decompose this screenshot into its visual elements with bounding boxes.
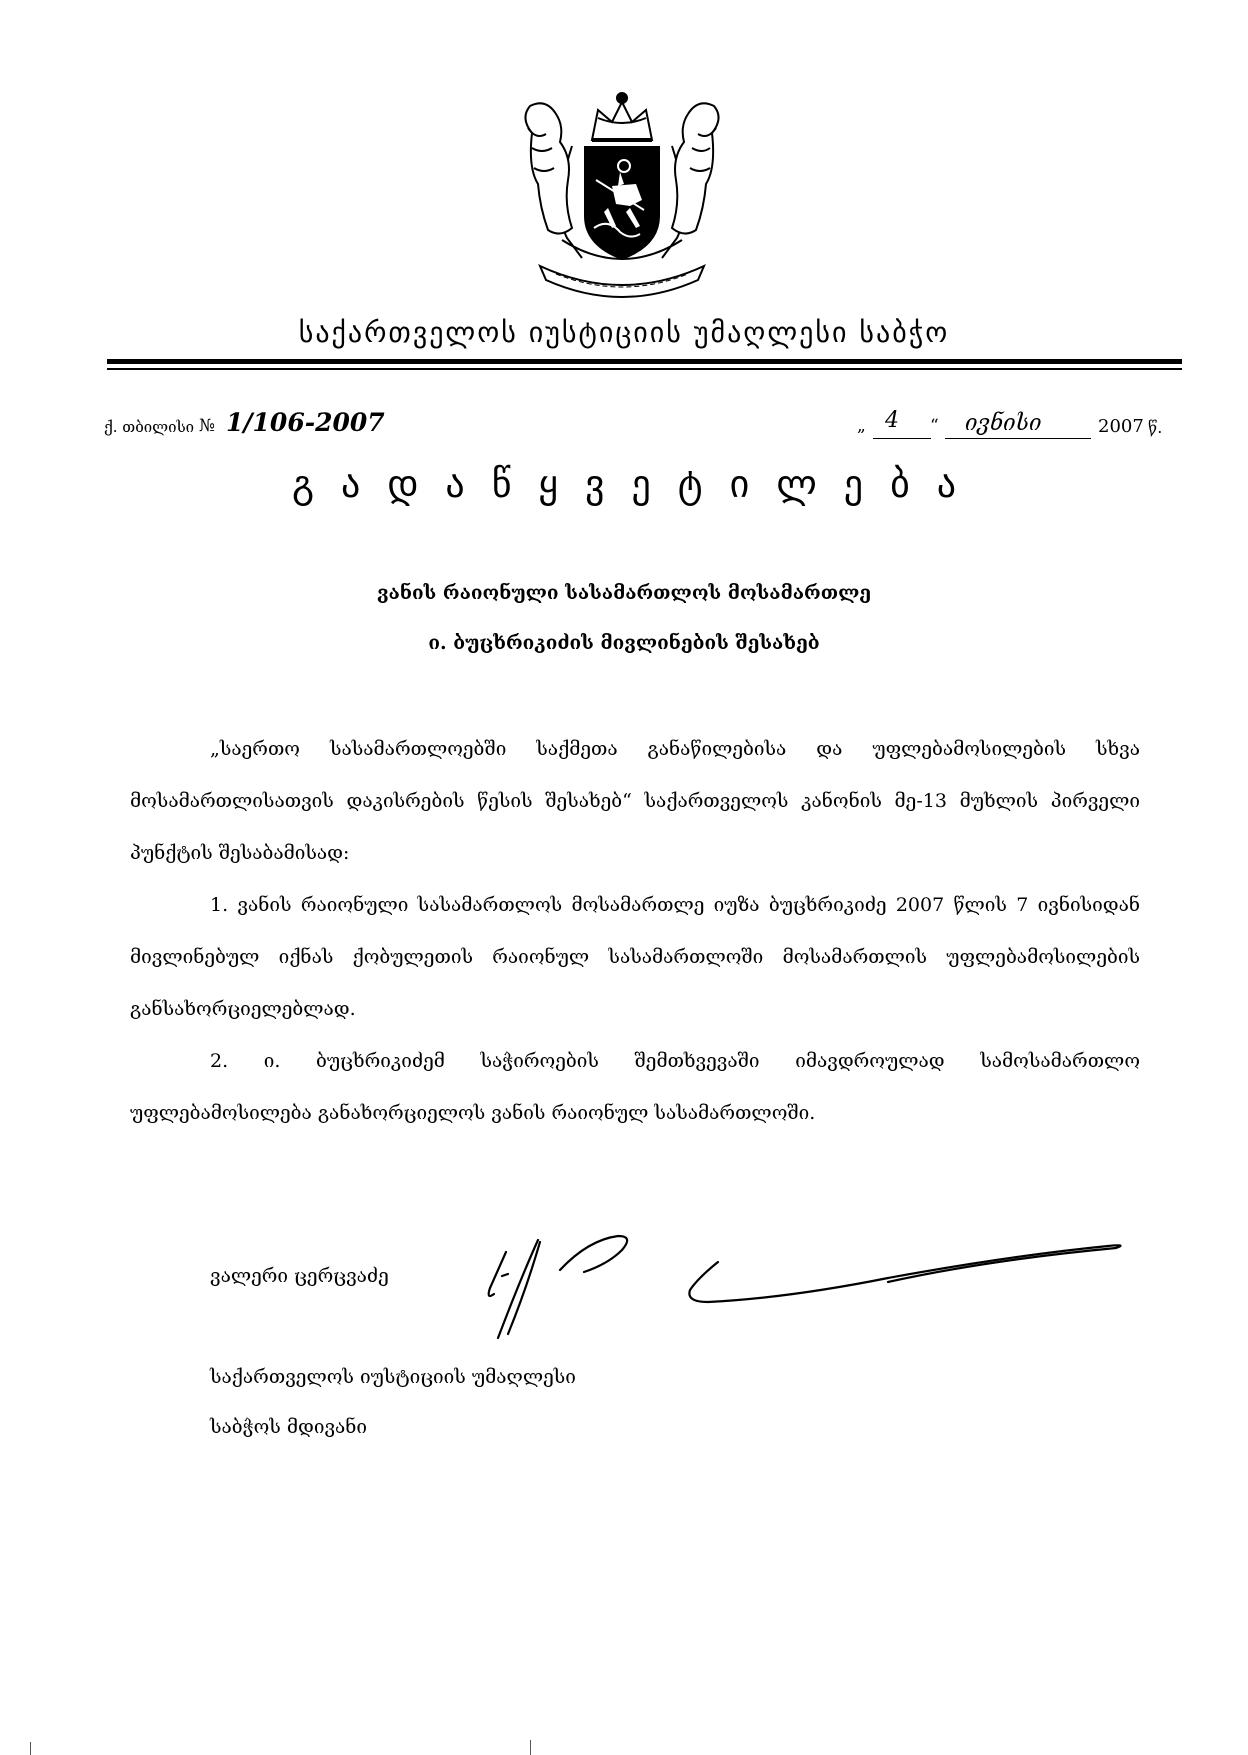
signer-title-line-1: საქართველოს იუსტიციის უმაღლესი (210, 1366, 576, 1388)
reference-number-label: № (199, 416, 216, 436)
council-name-heading: საქართველოს იუსტიციის უმაღლესი საბჭო (298, 316, 950, 349)
scan-artifact-mark (30, 1742, 31, 1755)
date-year-suffix: წ. (1148, 418, 1163, 437)
coat-of-arms-emblem (512, 88, 732, 300)
subject-line-1: ვანის რაიონული სასამართლოს მოსამართლე (376, 582, 872, 604)
date-open-quote: „ (857, 416, 866, 436)
body-item-1: 1. ვანის რაიონული სასამართლოს მოსამართლე იუზა ბუცხრიკიძე 2007 წლის 7 ივნისიდან მივლინებულ იქნას ქობულეთის რაიონულ სასამართლოში მოსამართლის უფლებამოსილების განსახორციელებლად. (130, 894, 1140, 1020)
scan-artifact-mark (530, 1740, 531, 1755)
subject-line-2: ი. ბუცხრიკიძის მივლინების შესახებ (428, 632, 820, 654)
reference-city: ქ. თბილისი (104, 418, 195, 436)
signer-title-line-2: საბჭოს მდივანი (210, 1416, 368, 1438)
document-body (130, 723, 1140, 1139)
signer-name: ვალერი ცერცვაძე (210, 1265, 389, 1287)
date-day: 4 (885, 408, 899, 433)
header-rule-thick (107, 359, 1182, 364)
handwritten-signature (468, 1230, 1148, 1345)
document-title: გადაწყვეტილება (291, 462, 984, 506)
date-year: 2007 (1098, 416, 1144, 437)
date-close-quote: “ (930, 416, 939, 436)
reference-number: 1/106-2007 (226, 408, 385, 437)
header-rule-thin (107, 368, 1182, 370)
date-month: ივნისი (965, 411, 1042, 436)
date-day-underline (873, 438, 931, 439)
body-preamble: „საერთო სასამართლოებში საქმეთა განაწილებისა და უფლებამოსილების სხვა მოსამართლისათვის დაკისრების წესის შესახებ“ საქართველოს კანონის მე-13 მუხლის პირველი პუნქტის შესაბამისად: (130, 738, 1140, 864)
date-month-underline (945, 438, 1091, 439)
body-item-2: 2. ი. ბუცხრიკიძემ საჭიროების შემთხვევაში იმავდროულად სამოსამართლო უფლებამოსილება განახორციელოს ვანის რაიონულ სასამართლოში. (130, 1050, 1140, 1124)
